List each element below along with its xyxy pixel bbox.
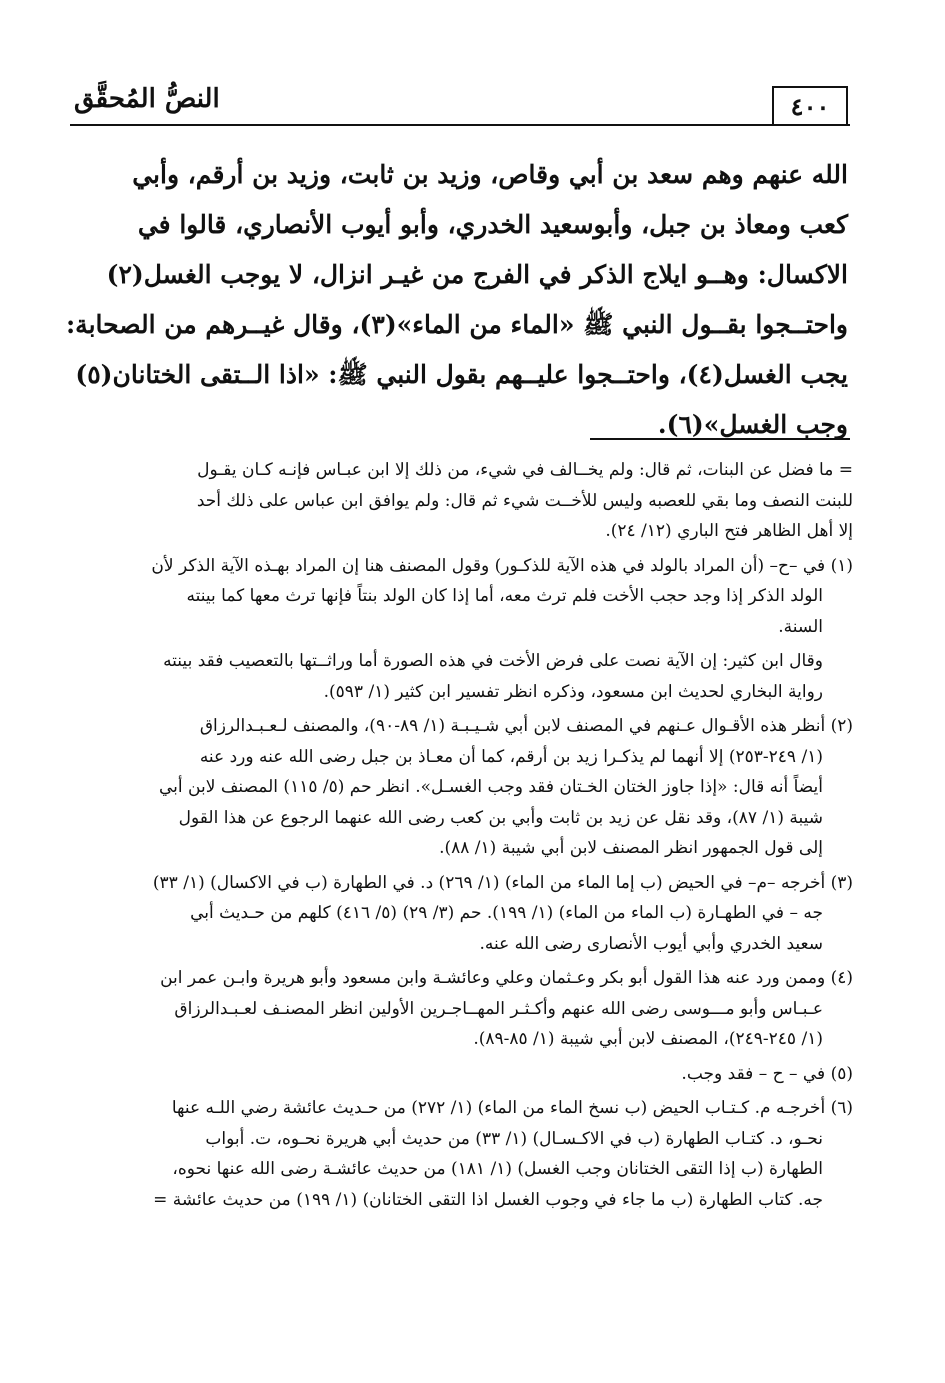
- footnote-1-continued: [78, 646, 853, 707]
- footnote-line: شيبة (١/ ٨٧)، وقد نقل عن زيد بن ثابت وأبي بن كعب رضى الله عنهما الرجوع عن هذا القول: [178, 807, 823, 828]
- footnote-line: وقال ابن كثير: إن الآية نصت على فرض الأخت في هذه الصورة أما وراثــتها بالتعصيب فقد بينته: [163, 651, 823, 671]
- footnote-line: إلى قول الجمهور انظر المصنف لابن أبي شيبة (١/ ٨٨).: [439, 838, 823, 858]
- footnote-line: أيضاً أنه قال: «إذا جاوز الختان الخـتان فقد وجب الغسـل». انظر حم (٥/ ١١٥) المصنف لابن أبي: [159, 777, 823, 797]
- footnotes: [78, 455, 853, 1219]
- footnote-line: (٢) أنظر هذه الأقـوال عـنهم في المصنف لابن أبي شـيـبـة (١/ ٨٩-٩٠)، والمصنف لـعـبـدالرزاق: [199, 716, 853, 736]
- footnote-continued: [78, 455, 853, 547]
- footnote-line: (٣) أخرجه –م– في الحيض (ب إما الماء من الماء) (١/ ٢٦٩) د. في الطهارة (ب في الاكسال) (١/ ٣٣): [152, 872, 853, 893]
- footnote-separator: [590, 438, 850, 440]
- footnote-line: عـبـاس وأبو مـــوسى رضى الله عنهم وأكـثـر المهــاجـرين الأولين انظر المصنـف لعـبـدالرزاق: [174, 998, 823, 1019]
- footnote-6: [78, 1093, 853, 1215]
- footnote-line: الطهارة (ب إذا التقى الختانان وجب الغسل) (١/ ١٨١) من حديث عائشـة رضى الله عنها نحوه،: [172, 1159, 823, 1179]
- footnote-line: سعيد الخدري وأبي أيوب الأنصارى رضى الله عنه.: [479, 933, 823, 954]
- footnote-line: (١) في –ح– (أن المراد بالولد في هذه الآية للذكـور) وقول المصنف هنا إن المراد بهـذه الآية الذكر لأن: [151, 555, 853, 576]
- footnote-line: (١/ ٢٤٥-٢٤٩)، المصنف لابن أبي شيبة (١/ ٨٥-٨٩).: [473, 1029, 823, 1049]
- footnote-line: جه – في الطهـارة (ب الماء من الماء) (١/ ١٩٩). حم (٣/ ٢٩) (٥/ ٤١٦) كلهم من حـديث أبي: [190, 903, 823, 923]
- main-text: [65, 150, 848, 450]
- main-line: الله عنهم وهم سعد بن أبي وقاص، وزيد بن ثابت، وزيد بن أرقم، وأبي: [132, 160, 848, 189]
- footnote-5: [78, 1059, 853, 1090]
- main-line: الاكسال: وهــو ايلاج الذكر في الفرج من غيـر انزال، لا يوجب الغسل(٢): [106, 260, 848, 289]
- footnote-line: إلا أهل الظاهر فتح الباري (١٢/ ٢٤).: [605, 521, 853, 541]
- footnote-line: رواية البخاري لحديث ابن مسعود، وذكره انظر تفسير ابن كثير (١/ ٥٩٣).: [323, 681, 823, 702]
- footnote-line: (٥) في – ح – فقد وجب.: [681, 1063, 853, 1084]
- footnote-line: = ما فضل عن البنات، ثم قال: ولم يخــالف في شيء، من ذلك إلا ابن عبـاس فإنـه كـان يقـول: [197, 460, 853, 480]
- footnote-line: نحـو، د. كتـاب الطهارة (ب في الاكـسـال) (١/ ٣٣) من حديث أبي هريرة نحـوه، ت. أبواب: [205, 1128, 823, 1149]
- footnote-line: جه. كتاب الطهارة (ب ما جاء في وجوب الغسل اذا التقى الختانان) (١/ ١٩٩) من حديث عائشة =: [153, 1189, 823, 1210]
- footnote-line: للبنت النصف وما بقي للعصبه وليس للأخــت شيء ثم قال: ولم يوافق ابن عباس على ذلك أحد: [196, 490, 853, 511]
- header-rule: [70, 124, 850, 126]
- main-line: يجب الغسل(٤)، واحتــجوا عليــهم بقول النبي ﷺ: «اذا الــتقى الختانان(٥): [75, 360, 848, 389]
- footnote-line: السنة.: [778, 616, 823, 637]
- footnote-line: (١/ ٢٤٩-٢٥٣) إلا أنهما لم يذكـرا زيد بن أرقم، كما أن معـاذ بن جبل رضى الله عنه ورد عنه: [199, 746, 823, 767]
- footnote-line: (٦) أخرجـه م. كـتـاب الحيض (ب نسخ الماء من الماء) (١/ ٢٧٢) من حـديث عائشة رضي اللـه عنها: [171, 1098, 853, 1118]
- footnote-3: [78, 868, 853, 960]
- footnote-4: [78, 963, 853, 1055]
- footnote-line: (٤) وممن ورد عنه هذا القول أبو بكر وعـثمان وعلي وعائشـة وابن مسعود وأبو هريرة وابـن عمر ابن: [160, 968, 853, 988]
- page-header: [70, 68, 850, 138]
- footnote-line: الولد الذكر إذا وجد حجب الأخت فلم ترث معه، أما إذا كان الولد بنتاً فإنها ترث معها كما بينته: [186, 586, 823, 606]
- footnote-1: [78, 551, 853, 643]
- footnote-2: [78, 711, 853, 864]
- main-line: واحتــجوا بقــول النبي ﷺ «الماء من الماء»(٣)، وقال غيــرهم من الصحابة:: [65, 310, 848, 339]
- running-title: النصُّ المُحقَّق: [74, 84, 220, 114]
- page-number-box: [772, 86, 848, 126]
- main-line: وجب الغسل»(٦).: [657, 410, 848, 439]
- page-number: ٤٠٠: [790, 91, 830, 121]
- main-line: كعب ومعاذ بن جبل، وأبوسعيد الخدري، وأبو أيوب الأنصاري، قالوا في: [137, 210, 848, 239]
